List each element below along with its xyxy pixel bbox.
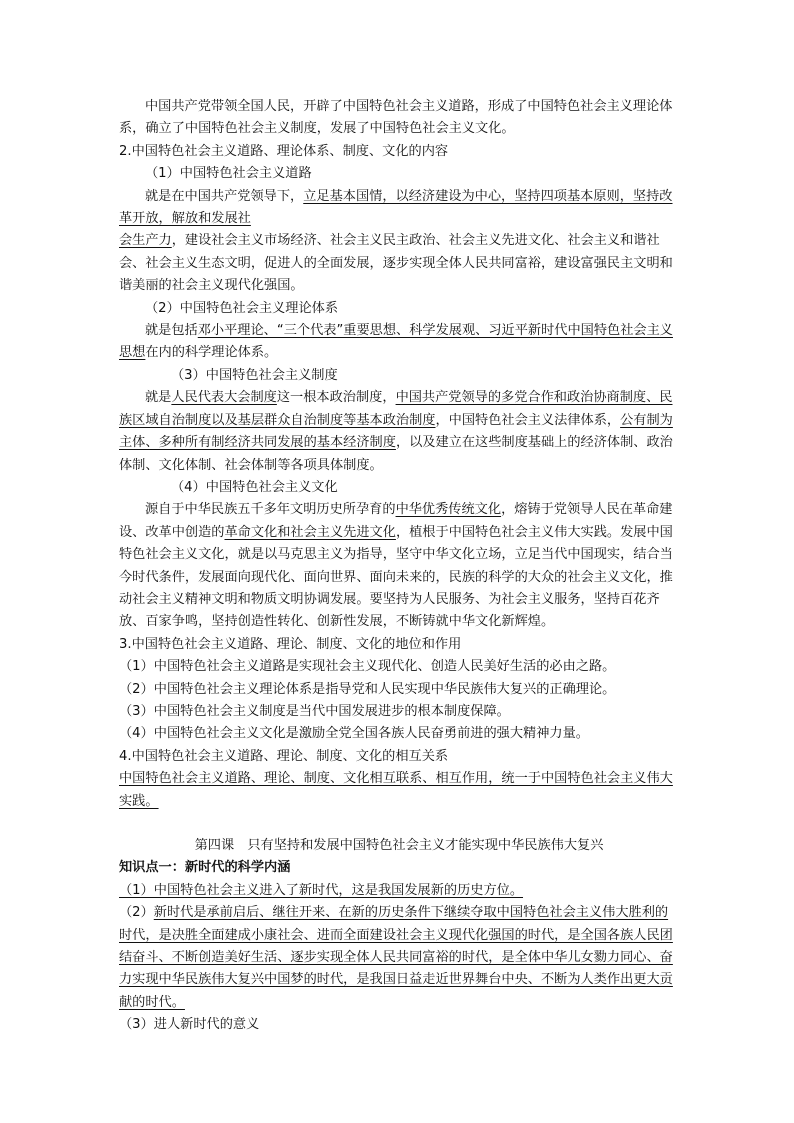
theory-paragraph	[119, 320, 679, 365]
culture-title: （4）中国特色社会主义文化	[171, 479, 338, 495]
section-3-item: （4）中国特色社会主义文化是激励全党全国各族人民奋勇前进的强大精神力量。	[119, 726, 589, 742]
system-text-g: ，以及建立在这些制度基础上的经济体制、政治体制、文化体制、社会体制等各项具体制度。	[119, 435, 673, 473]
section-3-heading: 3.中国特色社会主义道路、理论、制度、文化的地位和作用	[119, 636, 462, 652]
system-text-e: ，中国特色社会主义法律体系，	[435, 412, 621, 428]
system-title: （3）中国特色社会主义制度	[171, 367, 338, 383]
section-4-heading: 4.中国特色社会主义道路、理论、制度、文化的相互关系	[119, 748, 449, 764]
section-4-text: 中国特色社会主义道路、理论、制度、文化相互联系、相互作用，统一于中国特色社会主义伟大实践。	[119, 771, 673, 809]
section-2-heading: 2.中国特色社会主义道路、理论体系、制度、文化的内容	[119, 143, 449, 159]
new-era-item-2-text: 新时代是承前启后、继往开来、在新的历史条件下继续夺取中国特色社会主义伟大胜利的时代，是决胜全面建成小康社会、进而全面建设社会主义现代化强国的时代，是全国各族人民团结奋斗、不断创造美好生活、逐步实现全体人民共同富裕的时代，是全体中华儿女勠力同心、奋力实现中华民族伟大复兴中国梦的时代，是我国日益走近世界舞台中央、不断为人类作出更大贡献的时代。	[119, 905, 673, 1010]
culture-text-b: 中华优秀传统文化	[395, 502, 502, 518]
new-era-item-3: （3）进人新时代的意义	[119, 1017, 260, 1033]
system-text-b: 人民代表大会制度	[171, 390, 277, 406]
system-text-a: 就是	[145, 390, 172, 406]
theory-title: （2）中国特色社会主义理论体系	[145, 300, 339, 316]
road-text-c: 会生产力	[119, 233, 172, 249]
road-paragraph	[119, 186, 679, 298]
system-text-f: 公有制为主体、多种所有制经济共同发展的基本经济制度	[119, 412, 673, 451]
road-text-d: ，建设社会主义市场经济、社会主义民主政治、社会主义先进文化、社会主义和谐社会、社会主义生态文明，促进人的全面发展，逐步实现全体人民共同富裕，建设富强民主文明和谐美丽的社会主义现代化强国。	[119, 233, 673, 294]
culture-text-e: ，植根于中国特色社会主义伟大实践。发展中国特色社会主义文化，就是以马克思主义为指导，坚守中华文化立场，立足当代中国现实，结合当今时代条件，发展面向现代化、面向世界、面向未来的，民族的科学的大众的社会主义文化，推动社会主义精神文明和物质文明协调发展。要坚持为人民服务、为社会主义服务，坚持百花齐放、百家争鸣，坚持创造性转化、创新性发展，不断铸就中华文化新辉煌。	[119, 524, 673, 630]
system-text-d: 中国共产党领导的多党合作和政治协商制度、民族区域自治制度以及基层群众自治制度等基本政治制度	[119, 390, 673, 428]
lesson-4-title: 第四课 只有坚持和发展中国特色社会主义才能实现中华民族伟大复兴	[194, 838, 604, 853]
culture-text-a: 源自于中华民族五千多年文明历史所孕育的	[145, 502, 396, 518]
system-text-c: 这一根本政治制度，	[276, 390, 396, 406]
new-era-item-2	[119, 902, 679, 1014]
intro-text: 中国共产党带领全国人民，开辟了中国特色社会主义道路，形成了中国特色社会主义理论体系，确立了中国特色社会主义制度，发展了中国特色社会主义文化。	[119, 99, 673, 137]
road-text-b: 立足基本国情，以经济建设为中心，坚持四项基本原则，坚持改革开放，解放和发展社	[119, 188, 673, 227]
intro-paragraph	[119, 96, 679, 141]
system-paragraph	[119, 387, 679, 477]
document-page	[119, 96, 679, 1037]
section-3-item: （1）中国特色社会主义道路是实现社会主义现代化、创造人民美好生活的必由之路。	[119, 659, 616, 675]
new-era-item-1-text: （1）中国特色社会主义进入了新时代，这是我国发展新的历史方位。	[119, 882, 524, 898]
section-4-body	[119, 768, 679, 813]
section-3-item: （3）中国特色社会主义制度是当代中国发展进步的根本制度保障。	[119, 703, 510, 719]
culture-text-c: ，熔铸于党领导人民在革命建设、改革中创造的	[119, 502, 673, 540]
section-3-item: （2）中国特色社会主义理论体系是指导党和人民实现中华民族伟大复兴的正确理论。	[119, 681, 616, 697]
culture-text-d: 革命文化和社会主义先进文化	[224, 524, 396, 540]
theory-text-a: 就是包括	[145, 323, 198, 339]
culture-paragraph	[119, 499, 679, 633]
new-era-item-2-prefix: （2）	[119, 905, 154, 921]
theory-text-c: 在内的科学理论体系。	[145, 345, 278, 361]
new-era-item-1	[119, 880, 679, 902]
road-title: （1）中国特色社会主义道路	[145, 166, 312, 182]
knowledge-point-1: 知识点一：新时代的科学内涵	[119, 860, 291, 876]
road-text-a: 就是在中国共产党领导下，	[145, 188, 304, 204]
theory-text-b: 邓小平理论、“三个代表”重要思想、科学发展观、习近平新时代中国特色社会主义思想	[119, 323, 673, 361]
